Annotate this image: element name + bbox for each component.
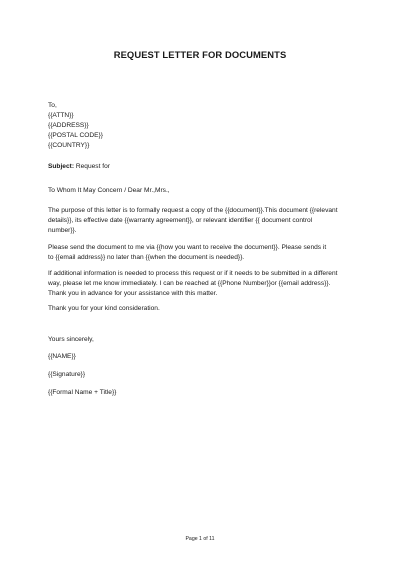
salutation: To Whom It May Concern / Dear Mr.,Mrs.,	[48, 187, 170, 194]
closing: Yours sincerely,	[48, 336, 94, 343]
address-line: {{ATTN}}	[48, 112, 74, 119]
formal-name-title: {{Formal Name + Title}}	[48, 389, 117, 396]
paragraph-line: If additional information is needed to process this request or if it needs to be submitted in a different	[48, 270, 338, 277]
address-line: {{POSTAL CODE}}	[48, 132, 103, 139]
sender-name: {{NAME}}	[48, 353, 76, 360]
subject-label: Subject:	[48, 163, 75, 170]
paragraph-line: Thank you in advance for your assistance with this matter.	[48, 290, 218, 297]
paragraph-line: details}}, its effective date {{warranty agreement}}, or relevant identifier {{ document control	[48, 217, 313, 224]
address-line: To,	[48, 102, 57, 109]
paragraph-thanks: Thank you for your kind consideration.	[48, 305, 160, 312]
paragraph-line: number}}.	[48, 227, 77, 234]
recipient-address	[48, 101, 353, 151]
page-indicator: Page 1 of 11	[185, 536, 215, 542]
document-title: REQUEST LETTER FOR DOCUMENTS	[113, 49, 287, 60]
paragraph-line: to {{email address}} no later than {{when the document is needed}}.	[48, 254, 245, 261]
paragraph-line: Please send the document to me via {{how you want to receive the document}}. Please sends it	[48, 244, 327, 251]
paragraph-line: The purpose of this letter is to formally request a copy of the {{document}}.This document {{relevant	[48, 207, 338, 214]
paragraph-contact	[48, 269, 353, 299]
paragraph-request	[48, 206, 353, 236]
address-line: {{ADDRESS}}	[48, 122, 89, 129]
address-line: {{COUNTRY}}	[48, 142, 90, 149]
subject-line	[48, 162, 353, 172]
paragraph-delivery	[48, 243, 353, 263]
paragraph-line: way, please let me know immediately. I can be reached at {{Phone Number}}or {{email address}}.	[48, 280, 331, 287]
subject-text: Request for	[75, 163, 110, 170]
signature-placeholder: {{Signature}}	[48, 371, 86, 378]
